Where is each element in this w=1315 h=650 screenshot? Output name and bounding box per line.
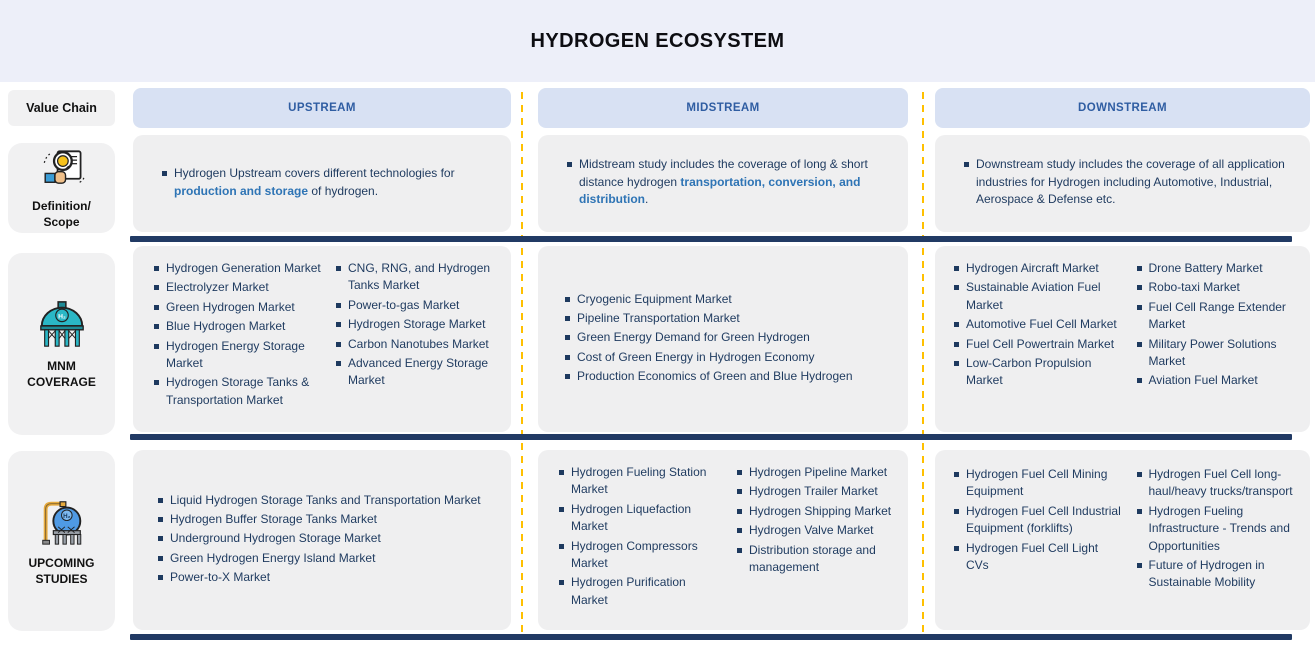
sidebar-upcoming-studies bbox=[8, 451, 115, 631]
bullet-item: Hydrogen Purification Market bbox=[558, 574, 722, 609]
svg-text:H₂: H₂ bbox=[57, 313, 66, 321]
bullet-item: Hydrogen Pipeline Market bbox=[736, 464, 900, 481]
sidebar-upcoming-label-line1: UPCOMING bbox=[28, 555, 95, 570]
bullet-item: Hydrogen Generation Market bbox=[153, 260, 321, 277]
magnifier-document-icon bbox=[35, 146, 89, 192]
bullet-item: Hydrogen Liquefaction Market bbox=[558, 501, 722, 536]
upcoming-card-downstream bbox=[935, 450, 1310, 630]
sidebar-definition-label-line1: Definition/ bbox=[32, 198, 91, 213]
upcoming-list-downstream bbox=[935, 450, 1310, 600]
row-divider-bar-1 bbox=[130, 236, 1292, 242]
bullet-item: Production Economics of Green and Blue Hydrogen bbox=[564, 368, 853, 385]
dashed-separator-midstream-downstream bbox=[922, 92, 924, 632]
bullet-item: CNG, RNG, and Hydrogen Tanks Market bbox=[335, 260, 503, 295]
definition-text: Downstream study includes the coverage of all application industries for Hydrogen including Automotive, Industrial, Aerospace & Defense etc. bbox=[976, 157, 1285, 207]
svg-text:H₂: H₂ bbox=[62, 512, 70, 520]
bullet-item: Advanced Energy Storage Market bbox=[335, 355, 503, 390]
bullet-item: Hydrogen Aircraft Market bbox=[953, 260, 1122, 277]
upcoming-card-upstream bbox=[133, 450, 511, 630]
upcoming-card-midstream bbox=[538, 450, 908, 630]
bullet-item: Hydrogen Trailer Market bbox=[736, 483, 900, 500]
bullet-item: Pipeline Transportation Market bbox=[564, 310, 853, 327]
bullet-item: Drone Battery Market bbox=[1136, 260, 1305, 277]
definition-highlight: production and storage bbox=[174, 183, 309, 198]
bullet-item: Cost of Green Energy in Hydrogen Economy bbox=[564, 349, 853, 366]
sidebar-definition-label bbox=[32, 198, 91, 230]
coverage-list-midstream bbox=[564, 291, 853, 388]
definition-text: . bbox=[645, 192, 649, 207]
sidebar-upcoming-label bbox=[29, 555, 95, 587]
bullet-item: Power-to-X Market bbox=[157, 569, 481, 586]
bullet-item: Distribution storage and management bbox=[736, 542, 900, 577]
coverage-list-upstream bbox=[133, 246, 511, 417]
sidebar-mnm-coverage bbox=[8, 253, 115, 435]
bullet-item: Future of Hydrogen in Sustainable Mobility bbox=[1136, 557, 1305, 592]
sidebar-coverage-label bbox=[27, 358, 96, 390]
value-chain-label: Value Chain bbox=[8, 90, 115, 126]
bullet-item: Fuel Cell Powertrain Market bbox=[953, 336, 1122, 353]
bullet-item: Aviation Fuel Market bbox=[1136, 372, 1305, 389]
bullet-item: Hydrogen Fuel Cell long-haul/heavy trucks/transport bbox=[1136, 466, 1305, 501]
column-header-upstream: UPSTREAM bbox=[133, 88, 511, 128]
bullet-item: Green Hydrogen Energy Island Market bbox=[157, 550, 481, 567]
definition-text: Midstream study includes the coverage of long & short distance hydrogen bbox=[579, 157, 868, 189]
bullet-item: Hydrogen Shipping Market bbox=[736, 503, 900, 520]
bullet-item: Hydrogen Fuel Cell Light CVs bbox=[953, 540, 1122, 575]
upcoming-list-upstream bbox=[157, 492, 481, 589]
bullet-item: Underground Hydrogen Storage Market bbox=[157, 530, 481, 547]
bullet-item: Hydrogen Valve Market bbox=[736, 522, 900, 539]
bullet-item: Automotive Fuel Cell Market bbox=[953, 316, 1122, 333]
bullet-item: Hydrogen Storage Tanks & Transportation Market bbox=[153, 374, 321, 409]
bullet-item: Hydrogen Fuel Cell Mining Equipment bbox=[953, 466, 1122, 501]
definition-card-downstream bbox=[935, 135, 1310, 232]
definition-card-upstream bbox=[133, 135, 511, 232]
sidebar-upcoming-label-line2: STUDIES bbox=[35, 572, 88, 586]
bullet-item: Green Hydrogen Market bbox=[153, 299, 321, 316]
bullet-item: Liquid Hydrogen Storage Tanks and Transportation Market bbox=[157, 492, 481, 509]
bullet-item: Sustainable Aviation Fuel Market bbox=[953, 279, 1122, 314]
bullet-item: Fuel Cell Range Extender Market bbox=[1136, 299, 1305, 334]
column-header-downstream: DOWNSTREAM bbox=[935, 88, 1310, 128]
sidebar-definition-scope bbox=[8, 143, 115, 233]
bullet-item: Military Power Solutions Market bbox=[1136, 336, 1305, 371]
hydrogen-sphere-tank-icon bbox=[35, 495, 89, 549]
bullet-item: Hydrogen Fuel Cell Industrial Equipment (forklifts) bbox=[953, 503, 1122, 538]
coverage-card-upstream bbox=[133, 246, 511, 432]
coverage-card-midstream bbox=[538, 246, 908, 432]
title-band bbox=[0, 0, 1315, 82]
definition-bullet-midstream bbox=[566, 156, 886, 208]
bullet-item: Hydrogen Compressors Market bbox=[558, 538, 722, 573]
sidebar-coverage-label-line2: COVERAGE bbox=[27, 375, 96, 389]
bullet-item: Electrolyzer Market bbox=[153, 279, 321, 296]
bullet-item: Carbon Nanotubes Market bbox=[335, 336, 503, 353]
definition-highlight: transportation, conversion, and distribution bbox=[579, 174, 861, 207]
bullet-item: Green Energy Demand for Green Hydrogen bbox=[564, 329, 853, 346]
definition-bullet-upstream bbox=[161, 165, 489, 200]
upcoming-list-midstream bbox=[538, 450, 908, 617]
bullet-item: Power-to-gas Market bbox=[335, 297, 503, 314]
definition-text: Hydrogen Upstream covers different technologies for bbox=[174, 166, 455, 181]
bullet-item: Cryogenic Equipment Market bbox=[564, 291, 853, 308]
bullet-item: Blue Hydrogen Market bbox=[153, 318, 321, 335]
column-header-midstream: MIDSTREAM bbox=[538, 88, 908, 128]
bullet-item: Low-Carbon Propulsion Market bbox=[953, 355, 1122, 390]
definition-card-midstream bbox=[538, 135, 908, 232]
bullet-item: Hydrogen Fueling Infrastructure - Trends and Opportunities bbox=[1136, 503, 1305, 555]
coverage-card-downstream bbox=[935, 246, 1310, 432]
dashed-separator-upstream-midstream bbox=[521, 92, 523, 632]
hydrogen-dome-tank-icon bbox=[35, 298, 89, 352]
definition-bullet-downstream bbox=[963, 156, 1288, 208]
bullet-item: Hydrogen Fueling Station Market bbox=[558, 464, 722, 499]
coverage-list-downstream bbox=[935, 246, 1310, 400]
page-title: HYDROGEN ECOSYSTEM bbox=[530, 29, 785, 52]
bullet-item: Hydrogen Storage Market bbox=[335, 316, 503, 333]
row-divider-bar-3 bbox=[130, 634, 1292, 640]
bullet-item: Robo-taxi Market bbox=[1136, 279, 1305, 296]
definition-text: of hydrogen. bbox=[308, 183, 379, 198]
sidebar-coverage-label-line1: MNM bbox=[47, 358, 76, 373]
bullet-item: Hydrogen Energy Storage Market bbox=[153, 338, 321, 373]
bullet-item: Hydrogen Buffer Storage Tanks Market bbox=[157, 511, 481, 528]
row-divider-bar-2 bbox=[130, 434, 1292, 440]
sidebar-definition-label-line2: Scope bbox=[43, 215, 80, 229]
